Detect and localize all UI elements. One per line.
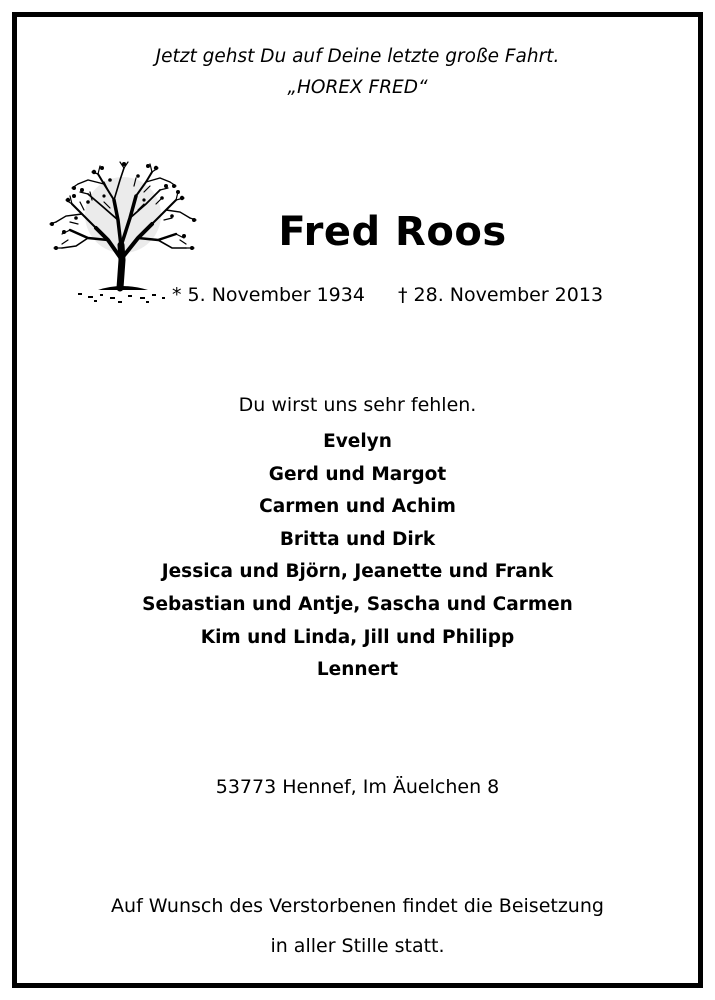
mourner-entry: Sebastian und Antje, Sascha und Carmen xyxy=(142,593,573,615)
burial-note-line-2: in aller Stille statt. xyxy=(270,935,445,957)
death-date: † 28. November 2013 xyxy=(398,284,604,306)
mourners-list xyxy=(0,426,715,687)
deceased-name: Fred Roos xyxy=(278,209,507,255)
mourner-entry: Jessica und Björn, Jeanette und Frank xyxy=(161,561,554,583)
address: 53773 Hennef, Im Äuelchen 8 xyxy=(215,776,500,798)
mourner-entry: Carmen und Achim xyxy=(259,496,456,518)
motto-line-1: Jetzt gehst Du auf Deine letzte große Fahrt. xyxy=(155,46,560,67)
burial-note-line-1: Auf Wunsch des Verstorbenen findet die Beisetzung xyxy=(111,895,604,917)
birth-date: * 5. November 1934 xyxy=(172,284,365,306)
mourner-entry: Evelyn xyxy=(323,431,392,452)
farewell-text: Du wirst uns sehr fehlen. xyxy=(238,394,477,416)
mourner-entry: Lennert xyxy=(316,659,399,681)
mourner-entry: Britta und Dirk xyxy=(279,528,436,550)
mourner-entry: Kim und Linda, Jill und Philipp xyxy=(200,626,515,648)
motto-line-2: „HOREX FRED“ xyxy=(287,77,428,98)
mourner-entry: Gerd und Margot xyxy=(268,463,447,485)
